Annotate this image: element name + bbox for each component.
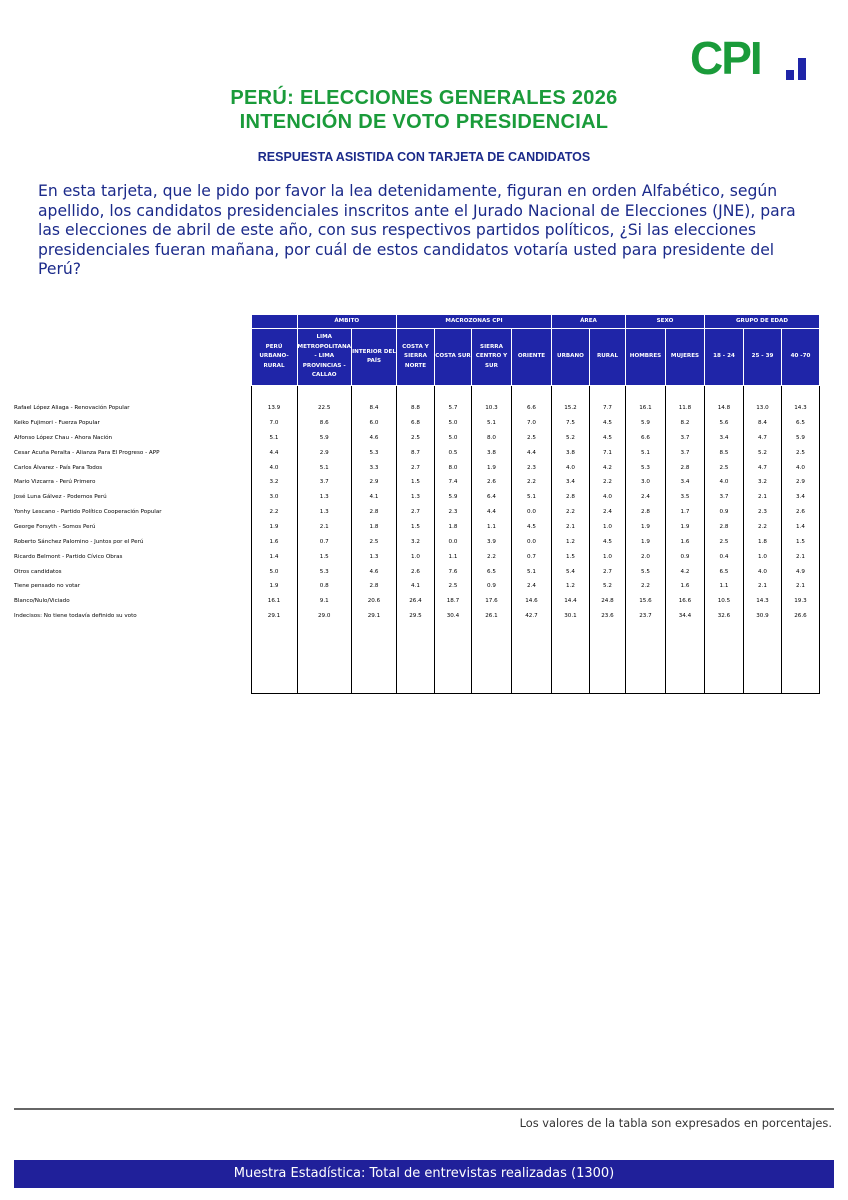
table-cell: 1.1 <box>434 549 471 564</box>
group-header: SEXO <box>625 315 704 329</box>
row-label: José Luna Gálvez - Podemos Perú <box>14 494 107 501</box>
column-header: URBANO <box>551 329 589 386</box>
sample-footer: Muestra Estadística: Total de entrevistas realizadas (1300) <box>14 1160 834 1188</box>
table-cell: 5.9 <box>625 416 665 431</box>
results-body <box>14 386 819 694</box>
header-blank-cell <box>14 315 251 386</box>
table-cell: 5.1 <box>511 564 551 579</box>
row-label: Keiko Fujimori - Fuerza Popular <box>14 420 100 427</box>
table-cell: 5.9 <box>297 431 351 446</box>
table-cell: 6.4 <box>471 490 511 505</box>
table-cell: 29.1 <box>351 609 396 624</box>
table-cell: 2.5 <box>434 579 471 594</box>
table-cell: 8.6 <box>297 416 351 431</box>
table-cell: 8.2 <box>665 416 704 431</box>
table-cell: 1.9 <box>251 579 297 594</box>
table-cell: 1.4 <box>781 520 819 535</box>
table-cell: 8.4 <box>351 401 396 416</box>
table-cell: 1.5 <box>396 475 434 490</box>
table-cell: 2.2 <box>625 579 665 594</box>
table-cell: 1.5 <box>781 534 819 549</box>
table-cell: 2.8 <box>704 520 743 535</box>
table-cell: 3.7 <box>704 490 743 505</box>
table-row <box>14 549 819 564</box>
table-cell: 5.0 <box>251 564 297 579</box>
table-cell: 2.2 <box>551 505 589 520</box>
table-cell: 4.4 <box>251 445 297 460</box>
title-line-2: INTENCIÓN DE VOTO PRESIDENCIAL <box>239 111 609 133</box>
table-row <box>14 475 819 490</box>
table-cell: 1.6 <box>665 579 704 594</box>
table-cell: 2.2 <box>511 475 551 490</box>
table-cell: 2.1 <box>781 549 819 564</box>
table-cell: 5.1 <box>625 445 665 460</box>
table-cell: 3.4 <box>704 431 743 446</box>
table-cell: 0.9 <box>471 579 511 594</box>
table-cell: 8.7 <box>396 445 434 460</box>
table-cell: 2.2 <box>743 520 781 535</box>
table-cell: 1.7 <box>665 505 704 520</box>
table-cell: 1.1 <box>471 520 511 535</box>
table-cell: 30.1 <box>551 609 589 624</box>
table-cell: 2.8 <box>625 505 665 520</box>
column-header: RURAL <box>589 329 625 386</box>
table-cell: 1.6 <box>251 534 297 549</box>
table-row <box>14 520 819 535</box>
table-cell: 5.1 <box>297 460 351 475</box>
table-cell: 2.9 <box>781 475 819 490</box>
table-cell: 20.6 <box>351 594 396 609</box>
table-cell: 14.6 <box>511 594 551 609</box>
table-cell: 7.4 <box>434 475 471 490</box>
table-cell: 4.0 <box>743 564 781 579</box>
table-cell: 2.8 <box>351 505 396 520</box>
table-cell: 29.1 <box>251 609 297 624</box>
table-cell: 3.2 <box>251 475 297 490</box>
table-cell: 30.9 <box>743 609 781 624</box>
table-cell: 17.6 <box>471 594 511 609</box>
table-cell: 34.4 <box>665 609 704 624</box>
table-cell: 1.6 <box>665 534 704 549</box>
table-cell: 4.0 <box>551 460 589 475</box>
table-cell: 5.2 <box>551 431 589 446</box>
table-cell: 6.5 <box>781 416 819 431</box>
table-cell: 5.2 <box>743 445 781 460</box>
table-cell: 23.7 <box>625 609 665 624</box>
cpi-logo-text: CPI <box>690 32 761 84</box>
table-cell: 6.5 <box>471 564 511 579</box>
table-row <box>14 445 819 460</box>
table-cell: 1.1 <box>704 579 743 594</box>
table-cell: 7.1 <box>589 445 625 460</box>
page-title <box>0 86 848 134</box>
row-label: Blanco/Nulo/Viciado <box>14 598 70 605</box>
column-header: 40 -70 <box>781 329 819 386</box>
table-cell: 1.0 <box>743 549 781 564</box>
table-cell: 4.5 <box>511 520 551 535</box>
table-cell: 3.4 <box>781 490 819 505</box>
table-cell: 4.7 <box>743 460 781 475</box>
table-cell: 4.5 <box>589 416 625 431</box>
table-cell: 5.2 <box>589 579 625 594</box>
table-cell: 8.5 <box>704 445 743 460</box>
table-cell: 4.0 <box>251 460 297 475</box>
table-cell: 3.5 <box>665 490 704 505</box>
table-cell: 6.8 <box>396 416 434 431</box>
table-cell: 1.9 <box>625 534 665 549</box>
table-cell: 5.9 <box>434 490 471 505</box>
table-cell: 26.6 <box>781 609 819 624</box>
table-cell: 1.9 <box>471 460 511 475</box>
table-cell: 1.3 <box>351 549 396 564</box>
table-cell: 1.8 <box>743 534 781 549</box>
table-cell: 2.7 <box>396 460 434 475</box>
table-cell: 3.8 <box>471 445 511 460</box>
table-cell: 4.1 <box>396 579 434 594</box>
column-header: MUJERES <box>665 329 704 386</box>
table-cell: 11.8 <box>665 401 704 416</box>
table-cell: 2.5 <box>396 431 434 446</box>
table-cell: 2.1 <box>297 520 351 535</box>
table-cell: 0.7 <box>511 549 551 564</box>
table-cell: 0.0 <box>511 534 551 549</box>
table-cell: 29.0 <box>297 609 351 624</box>
table-cell: 2.9 <box>351 475 396 490</box>
table-cell: 30.4 <box>434 609 471 624</box>
column-header: LIMA METROPOLITANA - LIMA PROVINCIAS - CALLAO <box>297 329 351 386</box>
table-cell: 5.0 <box>434 431 471 446</box>
table-cell: 3.7 <box>665 445 704 460</box>
table-cell: 5.3 <box>351 445 396 460</box>
table-cell: 0.7 <box>297 534 351 549</box>
table-cell: 26.4 <box>396 594 434 609</box>
table-cell: 16.6 <box>665 594 704 609</box>
table-cell: 2.5 <box>351 534 396 549</box>
table-cell: 2.1 <box>781 579 819 594</box>
table-row <box>14 460 819 475</box>
table-cell: 3.7 <box>665 431 704 446</box>
table-cell: 2.2 <box>589 475 625 490</box>
table-row <box>14 534 819 549</box>
group-header: MACROZONAS CPI <box>396 315 551 329</box>
row-label: Otros candidatos <box>14 568 62 575</box>
table-cell: 5.1 <box>471 416 511 431</box>
table-cell: 2.4 <box>625 490 665 505</box>
table-cell: 2.1 <box>551 520 589 535</box>
table-cell: 8.0 <box>471 431 511 446</box>
table-cell: 3.0 <box>625 475 665 490</box>
table-cell: 2.3 <box>511 460 551 475</box>
table-cell: 3.2 <box>743 475 781 490</box>
table-cell: 4.5 <box>589 534 625 549</box>
table-cell: 5.1 <box>511 490 551 505</box>
column-header: HOMBRES <box>625 329 665 386</box>
table-cell: 1.3 <box>396 490 434 505</box>
table-cell: 1.9 <box>625 520 665 535</box>
table-cell: 4.2 <box>665 564 704 579</box>
table-cell: 2.7 <box>589 564 625 579</box>
table-cell: 2.2 <box>251 505 297 520</box>
table-cell: 5.6 <box>704 416 743 431</box>
table-cell: 1.8 <box>351 520 396 535</box>
table-cell: 4.6 <box>351 431 396 446</box>
table-cell: 9.1 <box>297 594 351 609</box>
table-cell: 1.5 <box>551 549 589 564</box>
row-label: Yonhy Lescano - Partido Político Cooperación Popular <box>14 509 162 516</box>
table-cell: 4.2 <box>589 460 625 475</box>
table-cell: 16.1 <box>625 401 665 416</box>
group-header-blank <box>251 315 297 329</box>
table-cell: 2.0 <box>625 549 665 564</box>
table-cell: 1.5 <box>396 520 434 535</box>
table-row <box>14 579 819 594</box>
table-cell: 3.0 <box>251 490 297 505</box>
table-cell: 5.3 <box>297 564 351 579</box>
table-cell: 1.3 <box>297 490 351 505</box>
table-cell: 6.6 <box>511 401 551 416</box>
table-cell: 7.7 <box>589 401 625 416</box>
row-label: Rafael López Aliaga - Renovación Popular <box>14 405 130 412</box>
table-cell: 10.3 <box>471 401 511 416</box>
table-cell: 42.7 <box>511 609 551 624</box>
table-cell: 29.5 <box>396 609 434 624</box>
table-cell: 10.5 <box>704 594 743 609</box>
table-cell: 1.2 <box>551 534 589 549</box>
column-header: PERÚ URBANO-RURAL <box>251 329 297 386</box>
table-cell: 7.0 <box>251 416 297 431</box>
table-cell: 2.6 <box>781 505 819 520</box>
table-cell: 2.8 <box>551 490 589 505</box>
table-row <box>14 609 819 624</box>
table-cell: 5.4 <box>551 564 589 579</box>
table-cell: 3.7 <box>297 475 351 490</box>
table-cell: 8.8 <box>396 401 434 416</box>
table-cell: 14.4 <box>551 594 589 609</box>
table-cell: 4.7 <box>743 431 781 446</box>
table-cell: 2.5 <box>704 460 743 475</box>
table-cell: 5.3 <box>625 460 665 475</box>
blank-row <box>14 624 819 694</box>
table-cell: 2.5 <box>781 445 819 460</box>
table-cell: 0.0 <box>434 534 471 549</box>
table-cell: 0.0 <box>511 505 551 520</box>
table-cell: 2.8 <box>351 579 396 594</box>
column-header: COSTA SUR <box>434 329 471 386</box>
table-cell: 2.6 <box>471 475 511 490</box>
table-cell: 14.3 <box>781 401 819 416</box>
table-cell: 5.7 <box>434 401 471 416</box>
group-header: ÁREA <box>551 315 625 329</box>
table-row <box>14 431 819 446</box>
table-cell: 4.6 <box>351 564 396 579</box>
percentage-note: Los valores de la tabla son expresados en porcentajes. <box>519 1116 832 1130</box>
table-cell: 2.9 <box>297 445 351 460</box>
column-header: INTERIOR DEL PAÍS <box>351 329 396 386</box>
table-cell: 2.6 <box>396 564 434 579</box>
group-header-row <box>14 315 819 329</box>
table-cell: 15.2 <box>551 401 589 416</box>
table-cell: 1.0 <box>396 549 434 564</box>
table-cell: 3.9 <box>471 534 511 549</box>
table-cell: 2.3 <box>434 505 471 520</box>
column-header: 25 - 39 <box>743 329 781 386</box>
table-cell: 4.4 <box>511 445 551 460</box>
table-cell: 16.1 <box>251 594 297 609</box>
table-cell: 2.1 <box>743 490 781 505</box>
table-cell: 4.0 <box>781 460 819 475</box>
table-row <box>14 490 819 505</box>
table-cell: 3.8 <box>551 445 589 460</box>
table-cell: 1.4 <box>251 549 297 564</box>
table-cell: 2.1 <box>743 579 781 594</box>
table-row <box>14 401 819 416</box>
table-cell: 4.1 <box>351 490 396 505</box>
table-cell: 2.5 <box>704 534 743 549</box>
table-cell: 2.5 <box>511 431 551 446</box>
row-label: Roberto Sánchez Palomino - Juntos por el Perú <box>14 538 144 545</box>
table-cell: 3.4 <box>551 475 589 490</box>
page-subtitle: RESPUESTA ASISTIDA CON TARJETA DE CANDIDATOS <box>257 150 591 164</box>
row-label: Tiene pensado no votar <box>14 583 81 590</box>
title-line-1: PERÚ: ELECCIONES GENERALES 2026 <box>230 87 618 109</box>
table-cell: 2.8 <box>665 460 704 475</box>
table-cell: 1.0 <box>589 520 625 535</box>
table-cell: 3.4 <box>665 475 704 490</box>
survey-question: En esta tarjeta, que le pido por favor la lea detenidamente, figuran en orden Alfabético, según apellido, los candidatos presidenciales inscritos ante el Jurado Nacional de Elecciones (JNE), para las elecciones de abril de este año, con sus respectivos partidos políticos, ¿Si las elecciones presidenciales fueran mañana, por cuál de estos candidatos votaría usted para presidente del Perú? <box>38 182 796 278</box>
spacer-row <box>14 386 819 401</box>
table-cell: 0.8 <box>297 579 351 594</box>
table-row <box>14 505 819 520</box>
table-cell: 1.9 <box>665 520 704 535</box>
table-cell: 2.4 <box>589 505 625 520</box>
table-cell: 7.0 <box>511 416 551 431</box>
table-cell: 2.4 <box>511 579 551 594</box>
table-cell: 4.0 <box>704 475 743 490</box>
table-cell: 1.5 <box>297 549 351 564</box>
table-cell: 1.9 <box>251 520 297 535</box>
table-cell: 5.1 <box>251 431 297 446</box>
table-cell: 13.9 <box>251 401 297 416</box>
table-cell: 2.7 <box>396 505 434 520</box>
table-cell: 4.9 <box>781 564 819 579</box>
table-row <box>14 594 819 609</box>
table-cell: 0.5 <box>434 445 471 460</box>
table-cell: 3.3 <box>351 460 396 475</box>
row-label: Indecisos: No tiene todavía definido su voto <box>14 613 137 620</box>
row-label: Ricardo Belmont - Partido Cívico Obras <box>14 553 123 560</box>
table-cell: 14.3 <box>743 594 781 609</box>
row-label: Mario Vizcarra - Perú Primero <box>14 479 96 486</box>
table-cell: 0.9 <box>665 549 704 564</box>
table-cell: 1.8 <box>434 520 471 535</box>
logo-bar-short <box>786 70 794 80</box>
table-cell: 4.0 <box>589 490 625 505</box>
group-header: ÁMBITO <box>297 315 396 329</box>
group-header: GRUPO DE EDAD <box>704 315 819 329</box>
table-cell: 5.9 <box>781 431 819 446</box>
cpi-logo <box>690 32 810 84</box>
row-label: Cesar Acuña Peralta - Alianza Para El Progreso - APP <box>14 449 160 456</box>
row-label: Alfonso López Chau - Ahora Nación <box>14 434 113 441</box>
row-label: Carlos Álvarez - País Para Todos <box>14 464 103 471</box>
results-table <box>14 314 820 694</box>
table-cell: 23.6 <box>589 609 625 624</box>
column-header: COSTA Y SIERRA NORTE <box>396 329 434 386</box>
table-cell: 19.3 <box>781 594 819 609</box>
table-cell: 1.2 <box>551 579 589 594</box>
table-cell: 24.8 <box>589 594 625 609</box>
table-cell: 2.2 <box>471 549 511 564</box>
table-cell: 8.0 <box>434 460 471 475</box>
table-cell: 7.5 <box>551 416 589 431</box>
column-header: ORIENTE <box>511 329 551 386</box>
table-cell: 0.9 <box>704 505 743 520</box>
logo-bar-tall <box>798 58 806 80</box>
table-cell: 1.3 <box>297 505 351 520</box>
table-cell: 0.4 <box>704 549 743 564</box>
table-cell: 14.8 <box>704 401 743 416</box>
table-cell: 5.0 <box>434 416 471 431</box>
column-header: 18 - 24 <box>704 329 743 386</box>
table-cell: 5.5 <box>625 564 665 579</box>
table-row <box>14 564 819 579</box>
table-cell: 26.1 <box>471 609 511 624</box>
table-cell: 6.5 <box>704 564 743 579</box>
table-cell: 4.4 <box>471 505 511 520</box>
table-cell: 3.2 <box>396 534 434 549</box>
table-cell: 22.5 <box>297 401 351 416</box>
table-cell: 6.0 <box>351 416 396 431</box>
table-cell: 4.5 <box>589 431 625 446</box>
table-cell: 32.6 <box>704 609 743 624</box>
table-cell: 7.6 <box>434 564 471 579</box>
table-cell: 15.6 <box>625 594 665 609</box>
table-row <box>14 416 819 431</box>
footer-divider <box>14 1108 834 1110</box>
table-cell: 2.3 <box>743 505 781 520</box>
table-cell: 8.4 <box>743 416 781 431</box>
table-cell: 6.6 <box>625 431 665 446</box>
table-cell: 13.0 <box>743 401 781 416</box>
table-cell: 1.0 <box>589 549 625 564</box>
column-header: SIERRA CENTRO Y SUR <box>471 329 511 386</box>
table-cell: 18.7 <box>434 594 471 609</box>
row-label: George Forsyth - Somos Perú <box>14 524 96 531</box>
